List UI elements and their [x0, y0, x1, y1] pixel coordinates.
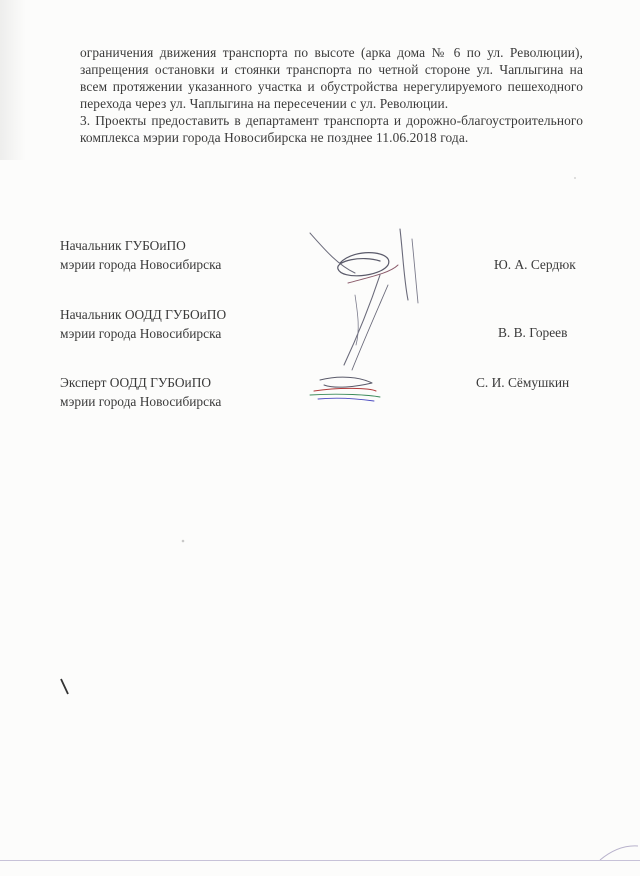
signatory-3-name: С. И. Сёмушкин	[476, 375, 570, 390]
paragraph-2: 3. Проекты предоставить в департамент транспорта и дорожно-благоустроительного комплекса мэрии города Новосибирска не позднее 11.06.2018 года.	[80, 113, 583, 145]
signatory-3-title: Эксперт ООДД ГУБОиПО	[60, 375, 212, 390]
signatory-3-org: мэрии города Новосибирска	[60, 394, 222, 409]
signatory-2-org: мэрии города Новосибирска	[60, 326, 222, 341]
signatory-2-title: Начальник ООДД ГУБОиПО	[60, 307, 227, 322]
signatory-2-name: В. В. Гореев	[498, 325, 568, 340]
signatory-1-title: Начальник ГУБОиПО	[60, 238, 186, 253]
paragraph-1: ограничения движения транспорта по высоте (арка дома № 6 по ул. Революции), запрещения остановки и стоянки транспорта по четной стороне ул. Чаплыгина на всем протяжении указанного участка и обустройства нерегулируемого пешеходного перехода через ул. Чаплыгина на пересечении с ул. Революции.	[80, 45, 583, 111]
signatory-1-name: Ю. А. Сердюк	[494, 257, 576, 272]
bottom-edge-line	[0, 860, 640, 861]
signatory-1-org: мэрии города Новосибирска	[60, 257, 222, 272]
